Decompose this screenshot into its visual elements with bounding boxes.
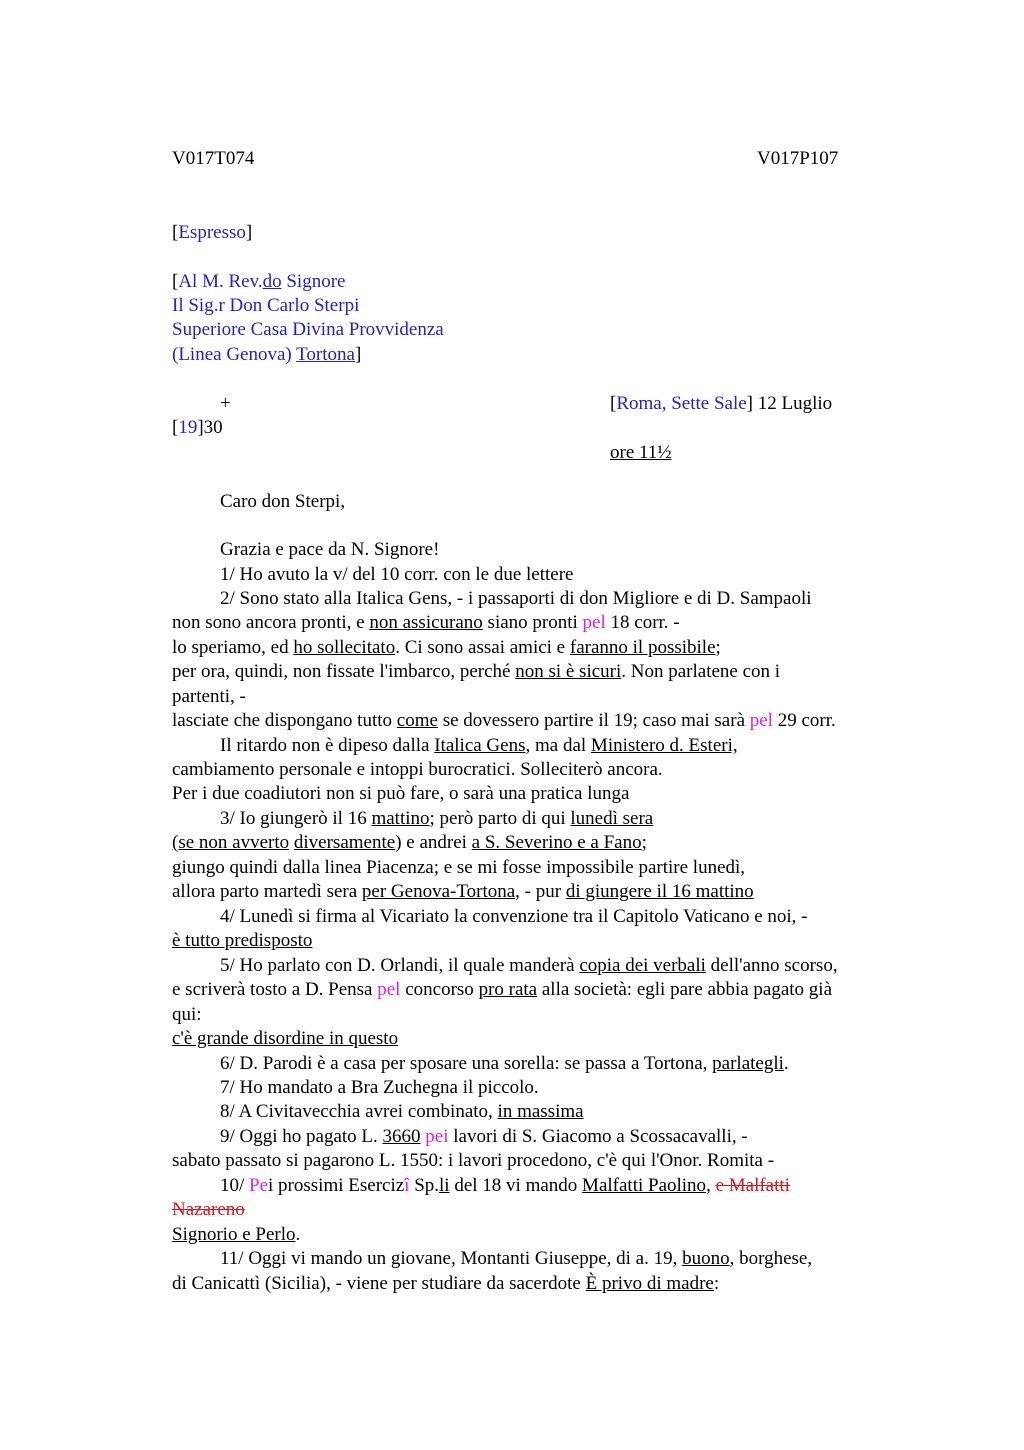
paragraph-11-line: di Canicattì (Sicilia), - viene per studiare da sacerdote È privo di madre:	[172, 1273, 720, 1294]
cross-symbol: +	[220, 393, 231, 414]
paragraph-3-line: 3/ Io giungerò il 16 mattino; però parto di qui lunedì sera	[220, 808, 654, 829]
paragraph-5-line: e scriverà tosto a D. Pensa pel concorso pro rata alla società: egli pare abbia pagato già	[172, 979, 833, 1000]
paragraph-7: 7/ Ho mandato a Bra Zuchegna il piccolo.	[220, 1077, 539, 1098]
paragraph-2-line: lo speriamo, ed ho sollecitato. Ci sono assai amici e faranno il possibile;	[172, 637, 721, 658]
paragraph-4-line: è tutto predisposto	[172, 930, 313, 951]
greeting: Grazia e pace da N. Signore!	[220, 539, 440, 560]
paragraph-10-line	[172, 1198, 245, 1222]
dateline-year: [19]30	[172, 417, 223, 438]
paragraph-9-line: sabato passato si pagarono L. 1550: i lavori procedono, c'è qui l'Onor. Romita -	[172, 1150, 775, 1171]
document-code-right: V017P107	[757, 148, 839, 169]
salutation: Caro don Sterpi,	[220, 491, 346, 512]
paragraph-11-line: 11/ Oggi vi mando un giovane, Montanti Giuseppe, di a. 19, buono, borghese,	[220, 1248, 813, 1269]
paragraph-2-line: non sono ancora pronti, e non assicurano siano pronti pel 18 corr. -	[172, 612, 680, 633]
paragraph-5-line: qui:	[172, 1004, 202, 1025]
paragraph-10-line: 10/ Pei prossimi Esercizî Sp.li del 18 vi mando Malfatti Paolino, e Malfatti	[220, 1175, 790, 1196]
paragraph-2-line: partenti, -	[172, 686, 246, 707]
paragraph-3-line: (se non avverto diversamente) e andrei a S. Severino e a Fano;	[172, 832, 647, 853]
paragraph-5-line: c'è grande disordine in questo	[172, 1028, 399, 1049]
paragraph-1: 1/ Ho avuto la v/ del 10 corr. con le due lettere	[220, 564, 574, 585]
paragraph-2-line: 2/ Sono stato alla Italica Gens, - i passaporti di don Migliore e di D. Sampaoli	[220, 588, 812, 609]
paragraph-3-line: giungo quindi dalla linea Piacenza; e se mi fosse impossibile partire lunedì,	[172, 857, 746, 878]
deleted-text: e Malfatti	[715, 1175, 790, 1196]
paragraph-5-line: 5/ Ho parlato con D. Orlandi, il quale manderà copia dei verbali dell'anno scorso,	[220, 955, 838, 976]
paragraph-3-line: allora parto martedì sera per Genova-Tortona, - pur di giungere il 16 mattino	[172, 881, 754, 902]
paragraph-6: 6/ D. Parodi è a casa per sposare una sorella: se passa a Tortona, parlategli.	[220, 1053, 789, 1074]
paragraph-2-line: per ora, quindi, non fissate l'imbarco, perché non si è sicuri. Non parlatene con i	[172, 661, 781, 682]
paragraph-2-line: lasciate che dispongano tutto come se dovessero partire il 19; caso mai sarà pel 29 corr.	[172, 710, 836, 731]
dateline-time: ore 11½	[610, 442, 672, 463]
paragraph-4-line: 4/ Lunedì si firma al Vicariato la convenzione tra il Capitolo Vaticano e noi, -	[220, 906, 808, 927]
paragraph-9-line: 9/ Oggi ho pagato L. 3660 pei lavori di S. Giacomo a Scossacavalli, -	[220, 1126, 748, 1147]
address-line-3: Superiore Casa Divina Provvidenza	[172, 319, 444, 340]
delivery-note: [Espresso]	[172, 222, 253, 243]
paragraph-2-line: Per i due coadiutori non si può fare, o sarà una pratica lunga	[172, 783, 630, 804]
paragraph-8: 8/ A Civitavecchia avrei combinato, in massima	[220, 1101, 584, 1122]
document-code-left: V017T074	[172, 148, 255, 169]
deleted-text: Nazareno	[172, 1199, 245, 1220]
dateline-place-date: [Roma, Sette Sale] 12 Luglio	[610, 393, 833, 414]
paragraph-2-line: Il ritardo non è dipeso dalla Italica Gens, ma dal Ministero d. Esteri,	[220, 735, 738, 756]
paragraph-2-line: cambiamento personale e intoppi burocratici. Solleciterò ancora.	[172, 759, 663, 780]
espresso-label: Espresso	[178, 222, 246, 243]
paragraph-10-line: Signorio e Perlo.	[172, 1224, 301, 1245]
address-line-2: Il Sig.r Don Carlo Sterpi	[172, 295, 360, 316]
address-line-1: [Al M. Rev.do Signore	[172, 271, 346, 292]
address-line-4: (Linea Genova) Tortona]	[172, 344, 362, 365]
